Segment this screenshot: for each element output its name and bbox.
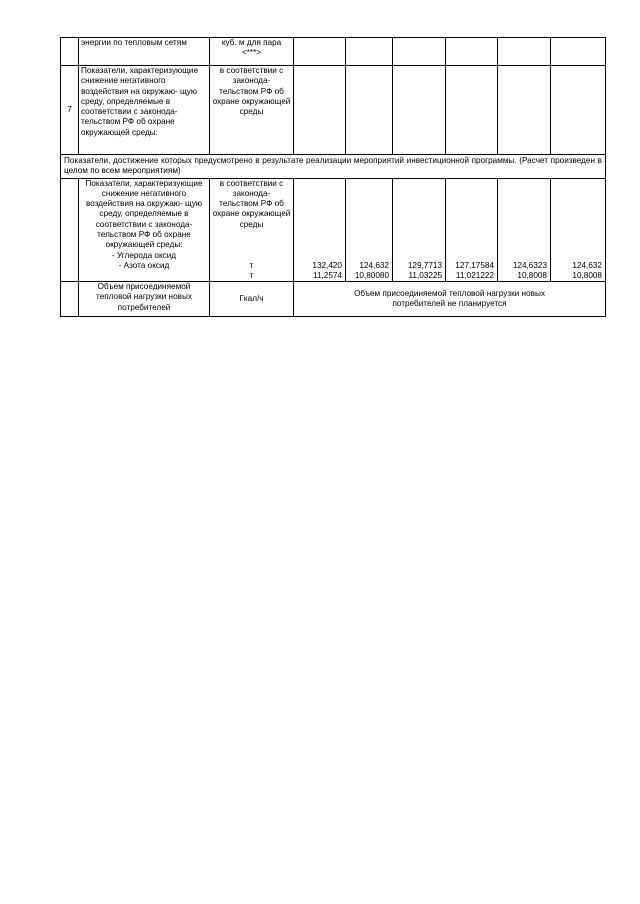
unit-cell: Гкал/ч bbox=[210, 282, 294, 317]
value-cell bbox=[551, 66, 606, 155]
value-cell bbox=[498, 38, 551, 66]
value-co: 129,7713 bbox=[407, 260, 442, 270]
value-cell bbox=[498, 178, 551, 282]
row-number: 7 bbox=[61, 66, 79, 155]
table-row bbox=[61, 282, 606, 317]
indicator-cell: энергии по тепловым сетям bbox=[79, 38, 210, 66]
unit-text: в соответствии с законода- тельством РФ об охране окружающей среды bbox=[212, 178, 291, 229]
table-row bbox=[61, 178, 606, 282]
value-cell bbox=[446, 66, 498, 155]
value-no: 10,80080 bbox=[354, 270, 389, 280]
sub-label: - Азота оксид bbox=[118, 260, 170, 270]
value-co: 127,17584 bbox=[455, 260, 494, 270]
unit-cell: куб. м для пара <***> bbox=[210, 38, 294, 66]
indicator-text: Показатели, характеризующие снижение негативного воздействия на окружаю- щую среду, определяемые в соответствии с законода- тельством РФ об охране окружающей среды: bbox=[85, 178, 203, 250]
value-co: 124,632 bbox=[359, 260, 389, 270]
value-cell bbox=[498, 66, 551, 155]
sub-unit: т bbox=[249, 270, 254, 280]
row-number bbox=[61, 282, 79, 317]
indicator-cell bbox=[79, 178, 210, 282]
unit-cell bbox=[210, 178, 294, 282]
value-cell bbox=[346, 178, 393, 282]
value-cell bbox=[346, 66, 393, 155]
value-cell bbox=[446, 38, 498, 66]
section-title: Показатели, достижение которых предусмотрено в результате реализации мероприятий инвестиционной программы. (Расчет произведен в целом по всем мероприятиям) bbox=[61, 155, 606, 179]
value-co: 124,632 bbox=[572, 260, 602, 270]
value-no: 10,8008 bbox=[517, 270, 547, 280]
value-cell bbox=[446, 178, 498, 282]
value-co: 124,6323 bbox=[512, 260, 547, 270]
row-number bbox=[61, 38, 79, 66]
value-cell bbox=[393, 66, 446, 155]
sub-unit: т bbox=[249, 260, 254, 270]
value-no: 10,8008 bbox=[572, 270, 602, 280]
value-cell bbox=[551, 178, 606, 282]
value-no: 11,03225 bbox=[408, 270, 442, 280]
sub-label: - Углерода оксид bbox=[111, 250, 177, 260]
table-row bbox=[61, 38, 606, 66]
value-cell bbox=[294, 38, 346, 66]
unit-cell: в соответствии с законода- тельством РФ об охране окружающей среды bbox=[210, 66, 294, 155]
indicator-cell: Показатели, характеризующие снижение негативного воздействия на окружаю- щую среду, определяемые в соответствии с законода- тельством РФ об охране окружающей среды: bbox=[79, 66, 210, 155]
value-no: 11,021222 bbox=[455, 270, 494, 280]
value-cell bbox=[346, 38, 393, 66]
value-cell bbox=[393, 38, 446, 66]
table-row bbox=[61, 66, 606, 155]
section-row bbox=[61, 155, 606, 179]
indicators-table bbox=[60, 37, 606, 317]
value-cell bbox=[393, 178, 446, 282]
merged-value-cell: Объем присоединяемой тепловой нагрузки новых потребителей не планируется bbox=[294, 282, 606, 317]
value-cell bbox=[294, 66, 346, 155]
indicator-cell: Объем присоединяемой тепловой нагрузки новых потребителей bbox=[79, 282, 210, 317]
value-no: 11,2574 bbox=[313, 270, 342, 280]
row-number bbox=[61, 178, 79, 282]
value-cell bbox=[294, 178, 346, 282]
value-co: 132,420 bbox=[312, 260, 342, 270]
value-cell bbox=[551, 38, 606, 66]
